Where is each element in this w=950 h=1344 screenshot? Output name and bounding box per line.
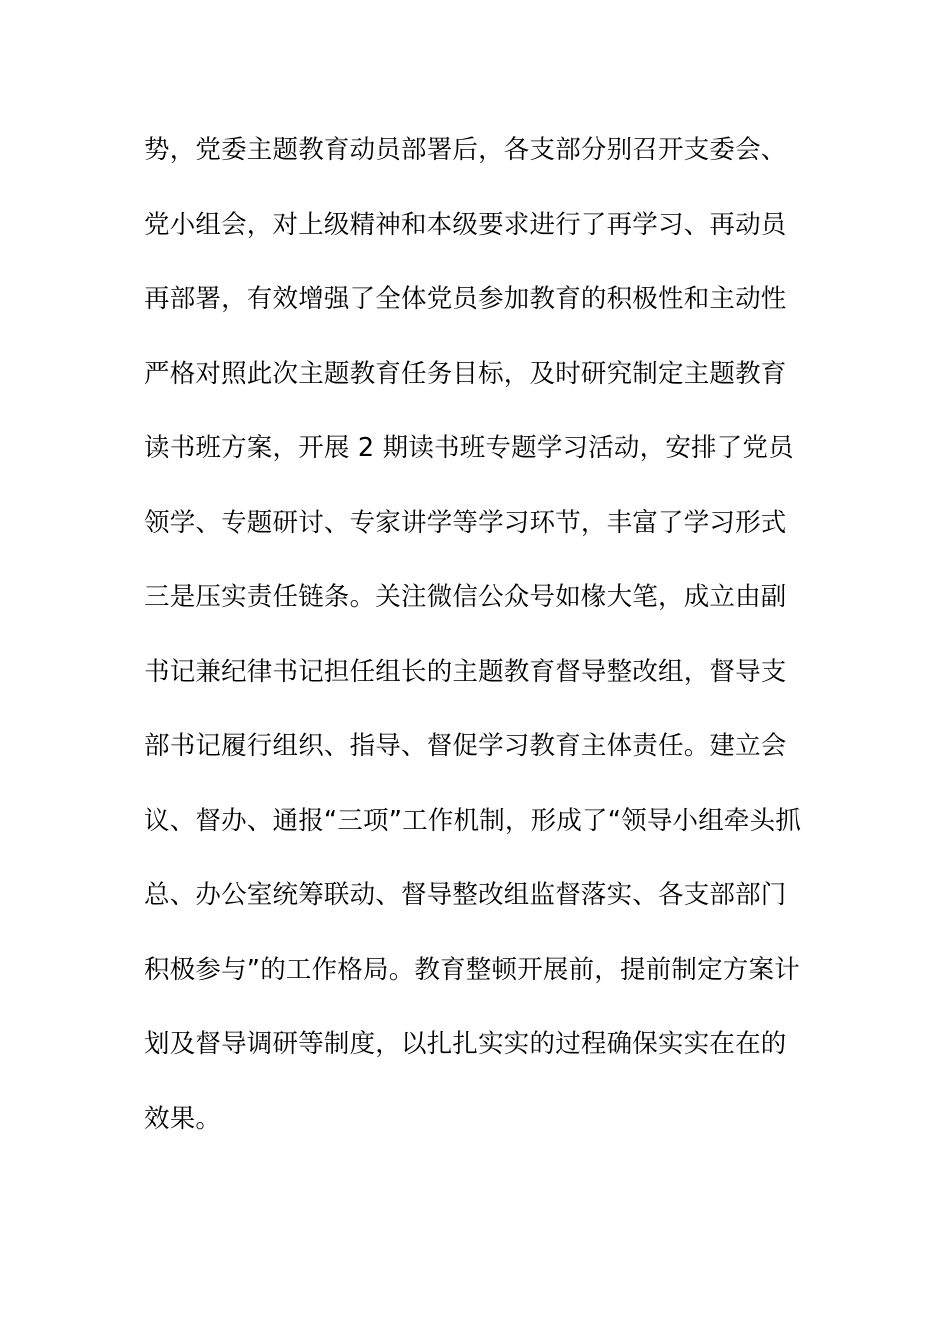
text-line-7: 三是压实责任链条。关注微信公众号如椽大笔，成立由副	[144, 582, 787, 612]
text-line-11: 总、办公室统筹联动、督导整改组监督落实、各支部部门	[144, 880, 787, 910]
text-line-12: 积极参与”的工作格局。教育整顿开展前，提前制定方案计	[144, 954, 800, 985]
text-line-10: 议、督办、通报“三项”工作机制，形成了“领导小组牵头抓	[144, 805, 802, 836]
text-line-1: 势，党委主题教育动员部署后，各支部分别召开支委会、	[144, 135, 787, 165]
text-line-9: 部书记履行组织、指导、督促学习教育主体责任。建立会	[144, 731, 787, 761]
text-line-2: 党小组会，对上级精神和本级要求进行了再学习、再动员	[144, 209, 787, 240]
text-line-14: 效果。	[144, 1103, 222, 1134]
text-line-3: 再部署，有效增强了全体党员参加教育的积极性和主动性	[144, 284, 787, 314]
text-line-5: 读书班方案，开展 2 期读书班专题学习活动，安排了党员	[144, 433, 794, 463]
body-text	[144, 127, 824, 1170]
text-line-8: 书记兼纪律书记担任组长的主题教育督导整改组，督导支	[144, 656, 787, 687]
text-line-4: 严格对照此次主题教育任务目标，及时研究制定主题教育	[144, 358, 787, 389]
text-line-6: 领学、专题研讨、专家讲学等学习环节，丰富了学习形式	[144, 507, 787, 538]
text-line-13: 划及督导调研等制度，以扎扎实实的过程确保实实在在的	[144, 1029, 787, 1059]
